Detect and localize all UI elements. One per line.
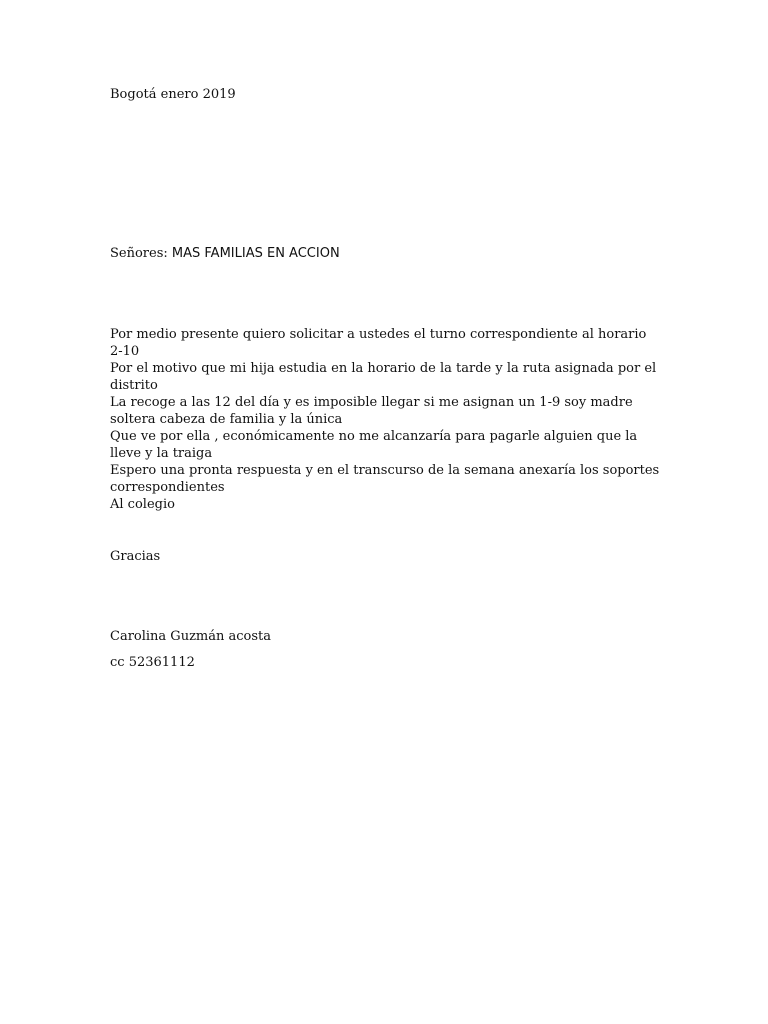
recipient-name: MAS FAMILIAS EN ACCION (171, 246, 340, 261)
date-line: Bogotá enero 2019 (110, 87, 236, 102)
body-line: La recoge a las 12 del día y es imposible llegar si me asignan un 1-9 soy madre (110, 395, 633, 410)
body-line: 2-10 (110, 344, 140, 359)
body-line: lleve y la traiga (110, 446, 213, 461)
signature-name: Carolina Guzmán acosta (110, 629, 272, 644)
body-line: Al colegio (110, 497, 175, 512)
body-line: Que ve por ella , económicamente no me alcanzaría para pagarle alguien que la (110, 429, 638, 444)
recipient-line (110, 245, 340, 262)
closing-line: Gracias (110, 549, 161, 564)
body-line: Espero una pronta respuesta y en el transcurso de la semana anexaría los soportes (110, 463, 660, 478)
recipient-label: Señores: (110, 246, 168, 261)
body-line: soltera cabeza de familia y la única (110, 412, 343, 427)
body-line: distrito (110, 378, 158, 393)
body-line: correspondientes (110, 480, 225, 495)
body-line: Por medio presente quiero solicitar a ustedes el turno correspondiente al horario (110, 327, 647, 342)
letter-body (110, 326, 670, 513)
id-line: cc 52361112 (110, 655, 195, 670)
body-line: Por el motivo que mi hija estudia en la horario de la tarde y la ruta asignada por el (110, 361, 657, 376)
